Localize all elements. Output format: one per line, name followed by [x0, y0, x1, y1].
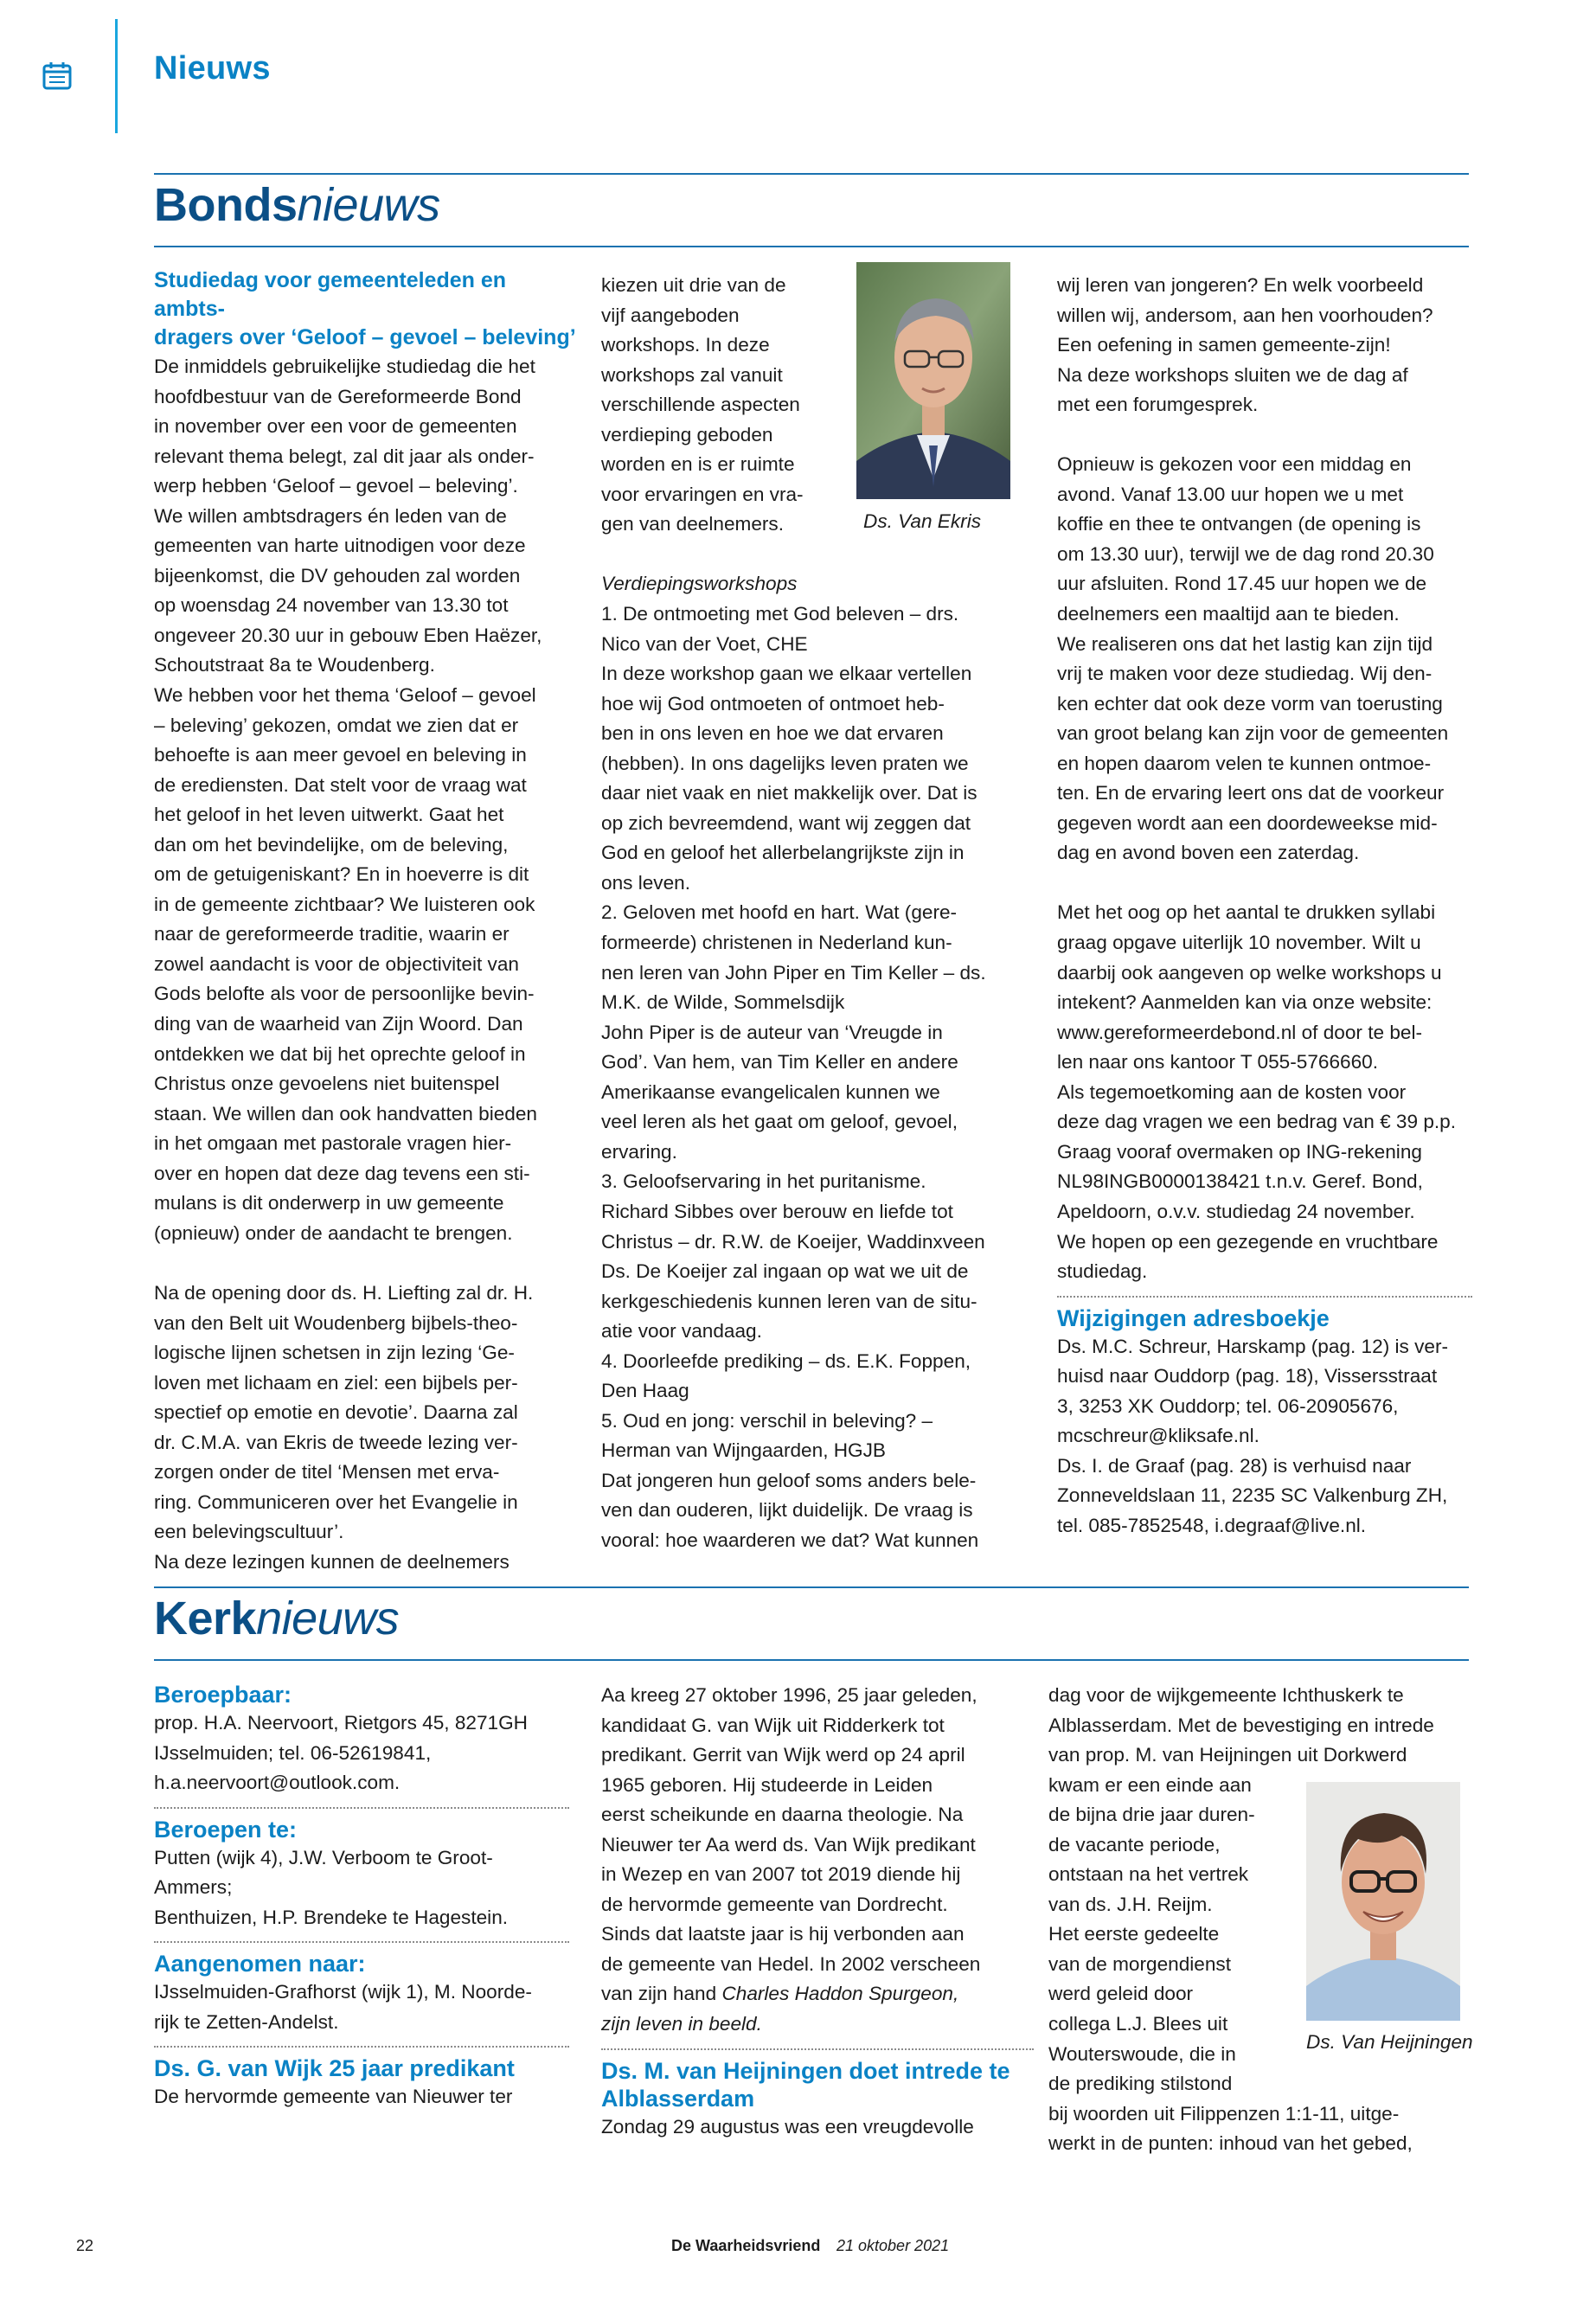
bonds-column-3 [1057, 271, 1472, 1541]
photo-van-heijningen [1306, 1782, 1460, 2021]
studiedag-lectures: Na de opening door ds. H. Liefting zal dr. H. van den Belt uit Woudenberg bijbels-theo- logische lijnen schetsen in zijn lezing ‘Ge- loven met lichaam en ziel: een bijbels per- spectief op emotie en devotie’. Daarna zal dr. C.M.A. van Ekris de tweede lezing ver- zorgen onder de titel ‘Mensen met erva- ring. Communiceren over het Evangelie in een belevingscultuur’. [154, 1281, 534, 1543]
caption-van-heijningen: Ds. Van Heijningen [1306, 2031, 1473, 2053]
beroepbaar-text: prop. H.A. Neervoort, Rietgors 45, 8271GH IJsselmuiden; tel. 06-52619841, h.a.neervoort@outlook.com. [154, 1712, 528, 1794]
rule-kerk [154, 1659, 1469, 1661]
divider-dots [154, 2046, 569, 2048]
workshops-list: 1. De ontmoeting met God beleven – drs. Nico van der Voet, CHE In deze workshop gaan we elkaar vertellen hoe wij God ontmoeten of ontmoet heb- ben in ons leven en hoe we dat ervaren (hebben). In ons dagelijks leven praten we daar niet vaak en niet makkelijk over. Dat is op zich bevreemdend, want wij zeggen dat God en geloof het allerbelangrijkste zijn in ons leven. 2. Geloven met hoofd en hart. Wat (gere- formeerde) christenen in Nederland kun- nen leren van John Piper en Tim Keller – ds. M.K. de Wilde, Sommelsdijk John Piper is de auteur van ‘Vreugde in God’. Van hem, van Tim Keller en andere Amerikaanse evangelicalen kunnen we veel leren als het gaat om geloof, gevoel, ervaring. 3. Geloofservaring in het puritanisme. Richard Sibbes over berouw en liefde tot Christus – dr. R.W. de Koeijer, Waddinxveen Ds. De Koeijer zal ingaan op wat we uit de kerkgeschiedenis kunnen leren van de situ- atie voor vandaag. 4. Doorleefde prediking – ds. E.K. Foppen, Den Haag 5. Oud en jong: verschil in beleving? – Herman van Wijngaarden, HGJB Dat jongeren hun geloof soms anders bele- ven dan ouderen, lijkt duidelijk. De vraag is vooral: hoe waarderen we dat? Wat kunnen [601, 603, 986, 1551]
van-wijk-continued: Aa kreeg 27 oktober 1996, 25 jaar geleden, kandidaat G. van Wijk uit Ridderkerk tot predikant. Gerrit van Wijk werd op 24 april 1965 geboren. Hij studeerde in Leiden eerst scheikunde en daarna theologie. Na Nieuwer ter Aa werd ds. Van Wijk predikant in Wezep en van 2007 tot 2019 diende hij de hervormde gemeente van Dordrecht. Sinds dat laatste jaar is hij verbonden aan de gemeente van Hedel. In 2002 verscheen van zijn hand Charles Haddon Spurgeon, zijn leven in beeld. [601, 1684, 981, 2035]
studiedag-theme: We hebben voor het thema ‘Geloof – gevoel – beleving’ gekozen, omdat we zien dat er behoefte is aan meer gevoel en beleving in de erediensten. Dat stelt voor de vraag wat het geloof in het leven uitwerkt. Gaat het dan om het bevindelijke, om de beleving, om de getuigeniskant? En in hoeverre is dit in de gemeente zichtbaar? We luisteren ook naar de gereformeerde traditie, waarin er zowel aandacht is voor de objectiviteit van Gods belofte als voor de persoonlijke bevin- ding van de waarheid van Zijn Woord. Dan ontdekken we dat bij het oprechte geloof in Christus onze gevoelens niet buitenspel staan. We willen dan ook handvatten bieden in het omgaan met pastorale vragen hier- over en hopen dat deze dag tevens een sti- mulans is dit onderwerp in uw gemeente (opnieuw) onder de aandacht te brengen. [154, 684, 537, 1244]
intrede-text-3: bij woorden uit Filippenzen 1:1-11, uitge- werkt in de punten: inhoud van het gebed, [1048, 2102, 1413, 2155]
photo-van-ekris [856, 262, 1010, 499]
kerk-column-1 [154, 1681, 569, 2112]
studiedag-heading: Studiedag voor gemeenteleden en ambts- dragers over ‘Geloof – gevoel – beleving’ [154, 268, 576, 349]
kerknieuws-title: Kerknieuws [154, 1593, 400, 1644]
aangenomen-text: IJsselmuiden-Grafhorst (wijk 1), M. Noorde- rijk te Zetten-Andelst. [154, 1981, 532, 2033]
aangenomen-heading: Aangenomen naar: [154, 1951, 366, 1977]
bondsnieuws-title: Bondsnieuws [154, 179, 440, 231]
calendar-icon [42, 61, 73, 92]
section-label: Nieuws [154, 50, 271, 87]
kerk-column-2 [601, 1681, 1034, 2142]
workshops-forum: wij leren van jongeren? En welk voorbeeld willen wij, andersom, aan hen voorhouden? Een oefening in samen gemeente-zijn! Na deze workshops sluiten we de dag af met een forumgesprek. [1057, 274, 1433, 416]
intrede-text-2: kwam er een einde aan de bijna drie jaar duren- de vacante periode, ontstaan na het vertrek van ds. J.H. Reijm. Het eerste gedeelte van de morgendienst werd geleid door collega L.J. Blees uit Wouterswoude, die in de prediking stilstond [1048, 1773, 1255, 2095]
studiedag-registration: Met het oog op het aantal te drukken syllabi graag opgave uiterlijk 10 november. Wilt u daarbij ook aangeven op welke workshops u intekent? Aanmelden kan via onze website: www.gereformeerdebond.nl of door te bel- len naar ons kantoor T 055-5766660. Als tegemoetkoming aan de kosten voor deze dag vragen we een bedrag van € 39 p.p. Graag vooraf overmaken op ING-rekening NL98INGB0000138421 t.n.v. Geref. Bond, Apeldoorn, o.v.v. studiedag 24 november. We hopen op een gezegende en vruchtbare studiedag. [1057, 901, 1457, 1283]
publication-date: 21 oktober 2021 [836, 2237, 950, 2254]
intrede-text-1: dag voor de wijkgemeente Ichthuskerk te Alblasserdam. Met de bevestiging en intrede van prop. M. van Heijningen uit Dorkwerd [1048, 1684, 1434, 1766]
header-divider [115, 19, 118, 133]
beroepen-text: Putten (wijk 4), J.W. Verboom te Groot- Ammers; Benthuizen, H.P. Brendeke te Hagestein. [154, 1846, 509, 1928]
rule-bonds [154, 246, 1469, 247]
caption-van-ekris: Ds. Van Ekris [863, 510, 982, 532]
workshops-intro: kiezen uit drie van de vijf aangeboden workshops. In deze workshops zal vanuit verschillende aspecten verdieping geboden worden en is er ruimte voor ervaringen en vra- gen van deelnemers. [601, 274, 804, 535]
adresboekje-heading: Wijzigingen adresboekje [1057, 1304, 1330, 1331]
rule-kerk-top [154, 1586, 1469, 1588]
rule-top [154, 173, 1469, 175]
bonds-column-1 [154, 266, 578, 1577]
beroepen-heading: Beroepen te: [154, 1816, 298, 1843]
publication-name: De Waarheidsvriend [671, 2237, 821, 2254]
studiedag-continue: Na deze lezingen kunnen de deelnemers [154, 1550, 510, 1573]
beroepbaar-heading: Beroepbaar: [154, 1682, 292, 1708]
van-wijk-heading: Ds. G. van Wijk 25 jaar predikant [154, 2055, 515, 2082]
adresboekje-text: Ds. M.C. Schreur, Harskamp (pag. 12) is ver- huisd naar Ouddorp (pag. 18), Vissersstraat 3, 3253 XK Ouddorp; tel. 06-20905676, mcschreur@kliksafe.nl. Ds. I. de Graaf (pag. 28) is verhuisd naar Zonneveldslaan 11, 2235 SC Valkenburg ZH, tel. 085-7852548, i.degraaf@live.nl. [1057, 1335, 1448, 1536]
divider-dots [154, 1807, 569, 1809]
divider-dots [601, 2048, 1034, 2050]
studiedag-schedule: Opnieuw is gekozen voor een middag en avond. Vanaf 13.00 uur hopen we u met koffie en thee te ontvangen (de opening is om 13.30 uur), terwijl we de dag rond 20.30 uur afsluiten. Rond 17.45 uur hopen we de deelnemers een maaltijd aan te bieden. We realiseren ons dat het lastig kan zijn tijd vrij te maken voor deze studiedag. Wij den- ken echter dat ook deze vorm van toerusting van groot belang kan zijn voor de gemeenten en hopen daarom velen te kunnen ontmoe- ten. En de ervaring leert ons dat de voorkeur gegeven wordt aan een doordeweekse mid- dag en avond boven een zaterdag. [1057, 453, 1449, 864]
van-heijningen-text: Zondag 29 augustus was een vreugdevolle [601, 2115, 974, 2138]
workshops-title: Verdiepingsworkshops [601, 573, 798, 595]
divider-dots [1057, 1296, 1472, 1298]
van-wijk-text: De hervormde gemeente van Nieuwer ter [154, 2086, 513, 2108]
van-heijningen-heading: Ds. M. van Heijningen doet intrede te Alblasserdam [601, 2057, 1010, 2112]
page-number: 22 [76, 2237, 94, 2254]
studiedag-intro: De inmiddels gebruikelijke studiedag die het hoofdbestuur van de Gereformeerde Bond in november over een voor de gemeenten relevant thema belegt, zal dit jaar als onder- werp hebben ‘Geloof – gevoel – beleving’. We willen ambtsdragers én leden van de gemeenten van harte uitnodigen voor deze bijeenkomst, die DV gehouden zal worden op woensdag 24 november van 13.30 tot ongeveer 20.30 uur in gebouw Eben Haëzer, Schoutstraat 8a te Woudenberg. [154, 356, 542, 676]
divider-dots [154, 1941, 569, 1943]
